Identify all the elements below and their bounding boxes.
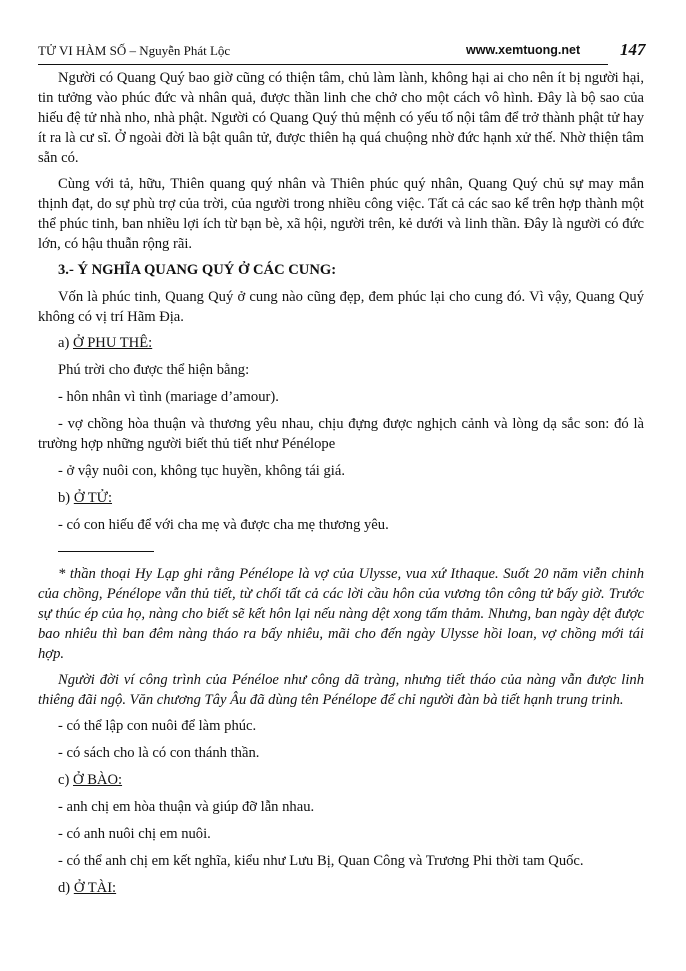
section-heading: 3.- Ý NGHĨA QUANG QUÝ Ở CÁC CUNG: [58,262,337,278]
subsection-title: Ở TỬ: [73,490,113,506]
paragraph: Người có Quang Quý bao giờ cũng có thiện tâm, chủ làm lành, không hại ai cho nên ít bị người hại, tin tưởng vào phúc đức và nhân quả, được thần linh che chở cho một cách vô hình. Đây là bộ sao của hiếu đệ tử nhà nho, nhà phật. Người có Quang Quý thủ mệnh có yếu tố nội tâm để trở thành phật tử hay ít ra là cư sĩ. Ở ngoài đời là bật quân tử, được thiên hạ quá chuộng nhờ đức hạnh xử thế. Nhờ thiện tâm sẵn có. [38,70,644,166]
list-item: - ở vậy nuôi con, không tục huyền, không tái giá. [58,463,345,479]
paragraph: Cùng với tả, hữu, Thiên quang quý nhân và Thiên phúc quý nhân, Quang Quý chủ sự may mắn thịnh đạt, do sự phù trợ của trời, của người trong nhiều công việc. Tất cả các sao kể trên hợp thành một thể phúc tinh, ban nhiều lợi ích từ bạn bè, xã hội, người trên, kẻ dưới và linh thần. Đây là người có đức lớn, có hậu thuẫn rộng rãi. [38,176,644,252]
footnote-paragraph: Người đời ví công trình của Pénéloe như công dã tràng, nhưng tiết tháo của nàng vẫn được linh thiêng đãi ngộ. Văn chương Tây Âu đã dùng tên Pénélope để chỉ người đàn bà tiết hạnh trung trinh. [38,672,644,708]
subsection-title: Ở BÀO: [73,772,123,788]
list-item: - vợ chồng hòa thuận và thương yêu nhau, chịu đựng được nghịch cảnh và lòng dạ sắc son: đó là trường hợp những người biết thủ tiết như Pénélope [38,416,644,452]
website-link[interactable]: www.xemtuong.net [466,43,581,57]
list-item: - có thể anh chị em kết nghĩa, kiểu như Lưu Bị, Quan Công và Trương Phi thời tam Quốc. [58,853,584,869]
page-number: 147 [620,40,646,59]
subsection-heading-c [38,770,644,790]
footnote-divider [58,551,154,552]
book-title: TỬ VI HÀM SỐ – Nguyễn Phát Lộc [38,43,231,58]
subsection-prefix: b) [58,490,74,506]
subsection-intro: Phú trời cho được thể hiện bằng: [58,362,250,378]
subsection-title: Ở PHU THÊ: [73,335,153,351]
list-item: - có con hiếu để với cha mẹ và được cha mẹ thương yêu. [58,517,389,533]
subsection-heading-b [38,488,644,508]
subsection-prefix: a) [58,335,73,351]
footnote-paragraph: * thần thoại Hy Lạp ghi rằng Pénélope là vợ của Ulysse, vua xứ Ithaque. Suốt 20 năm viễn chinh của chồng, Pénélope vẫn thủ tiết, từ chối tất cả các lời cầu hôn của vương tôn công tử bấy giờ. Trước sự thúc ép của họ, nàng cho biết sẽ kết hôn lại nếu nàng dệt xong tấm thảm. Nhưng, ban ngày dệt được bao nhiêu thì ban đêm nàng tháo ra bấy nhiêu, mãi cho đến ngày Ulysse hồi loan, vợ chồng mới tái hợp. [38,566,644,662]
page-header [38,40,646,65]
subsection-heading-a [38,333,644,353]
list-item: - hôn nhân vì tình (mariage d’amour). [58,389,279,405]
subsection-title: Ở TÀI: [73,880,117,896]
list-item: - có anh nuôi chị em nuôi. [58,826,211,842]
list-item: - anh chị em hòa thuận và giúp đỡ lẫn nhau. [58,799,315,815]
list-item: - có sách cho là có con thánh thần. [58,745,260,761]
page-body [38,68,644,905]
subsection-prefix: c) [58,772,73,788]
list-item: - có thể lập con nuôi để làm phúc. [58,718,257,734]
paragraph: Vốn là phúc tinh, Quang Quý ở cung nào cũng đẹp, đem phúc lại cho cung đó. Vì vậy, Quang Quý không có vị trí Hãm Địa. [38,289,644,325]
subsection-prefix: d) [58,880,74,896]
subsection-heading-d [38,878,644,898]
